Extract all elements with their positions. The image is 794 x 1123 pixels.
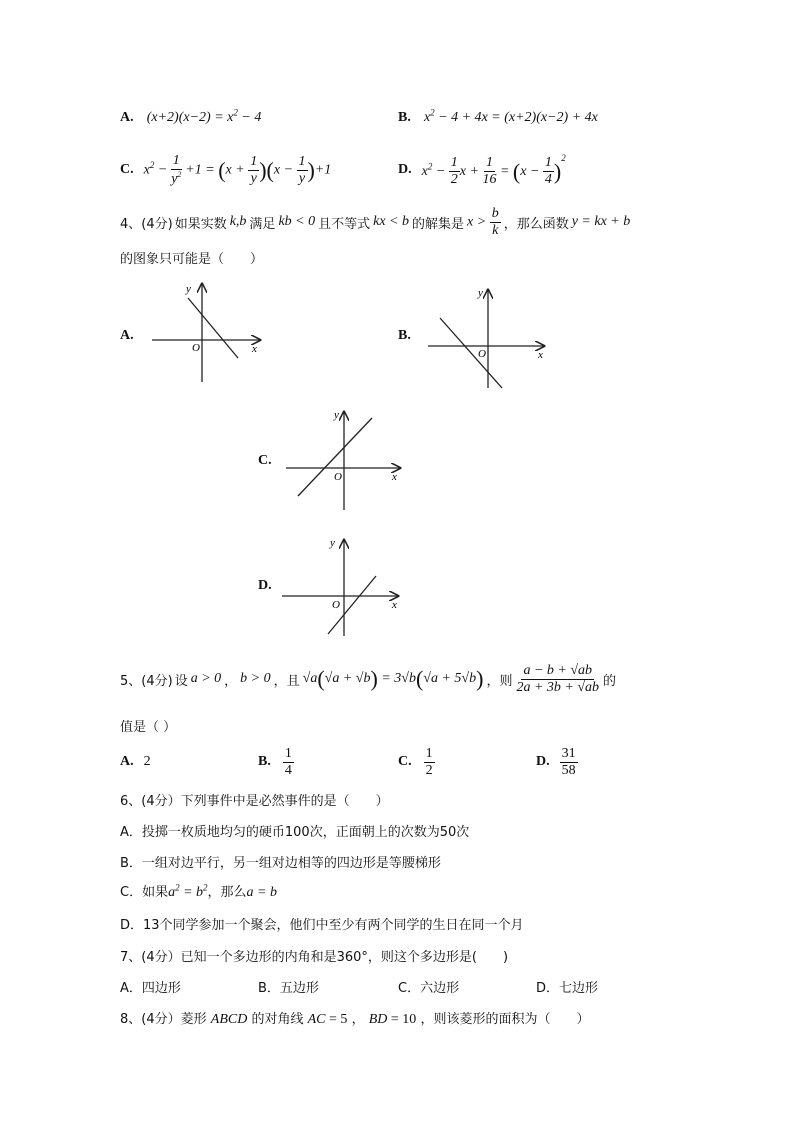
fraction: 1 4 [284, 745, 292, 778]
q4-graph-d[interactable] [280, 534, 404, 640]
origin-label: O [478, 348, 486, 360]
formula: $(x+2)(x-2) = x^2 - 4$ [146, 107, 262, 125]
formula: $x^2$ − $\frac{1}{2}$ x + $\frac{1}{16}$ = (x − $\frac{1}{4}$ )$^2$ [421, 152, 566, 188]
q6-option-a[interactable]: A．投掷一枚质地均匀的硬币100次，正面朝上的次数为50次 [120, 825, 470, 840]
origin-label: O [332, 599, 340, 611]
q3-option-d[interactable] [398, 150, 566, 190]
x-label: x [252, 343, 257, 355]
q6-stem: 6、(4分）下列事件中是必然事件的是（ ） [120, 794, 389, 809]
y-label: y [186, 283, 191, 295]
q5-stem: 5、(4分) 设 a > 0 ， b > 0 ，且 √a(√a + √b) = 3√b(√a + 5√b) ，则 $\frac{a - b + √ab}{2a + 3b + √ab}$ 的 [120, 662, 617, 695]
option-label: A. [120, 110, 134, 125]
q3-option-b[interactable] [398, 106, 598, 126]
q4-option-a-label[interactable]: A. [120, 328, 134, 343]
q4-option-c-label[interactable]: C. [258, 453, 272, 468]
q6-option-d[interactable]: D．13个同学参加一个聚会，他们中至少有两个同学的生日在同一个月 [120, 918, 524, 933]
q4-graph-a[interactable] [148, 278, 268, 388]
q7-option-b[interactable]: B．五边形 [258, 981, 319, 996]
x-label: x [538, 349, 543, 361]
option-label: B. [398, 110, 411, 125]
y-label: y [330, 537, 335, 549]
q4-option-b-label[interactable]: B. [398, 328, 411, 343]
x-label: x [392, 599, 397, 611]
q4-graph-c[interactable] [284, 406, 406, 516]
q7-stem: 7、(4分）已知一个多边形的内角和是360°，则这个多边形是( ) [120, 950, 509, 965]
q5-option-c[interactable]: C. 1 2 [398, 745, 433, 778]
q6-option-c[interactable]: C．如果$a^2 = b^2$，那么a = b [120, 882, 277, 900]
x-label: x [392, 471, 397, 483]
q5-option-a[interactable]: A. 2 [120, 754, 151, 769]
function-line [298, 418, 372, 496]
formula: $x^2 - 4 + 4x = (x+2)(x-2) + 4x$ [423, 107, 598, 125]
fraction: 31 58 [561, 745, 576, 778]
q5-option-b[interactable]: B. 1 4 [258, 745, 292, 778]
q7-option-a[interactable]: A．四边形 [120, 981, 181, 996]
q4-stem: 4、(4分) 如果实数 k,b 满足 kb < 0 且不等式 kx < b 的解集是 x > $\frac{b}{k}$ ，那么函数 y = kx + b [120, 205, 631, 238]
formula: $x^2$ − $\frac{1}{y^2}$ +1 = (x + $\frac{1}{y}$ )(x − $\frac{1}{y}$ )+1 [143, 152, 332, 187]
option-label: C. [120, 162, 134, 177]
q7-option-d[interactable]: D．七边形 [536, 981, 599, 996]
q3-option-c[interactable] [120, 150, 331, 190]
q4-prefix: 4、(4分) [120, 216, 173, 232]
q3-option-a[interactable] [120, 106, 261, 126]
origin-label: O [192, 342, 200, 354]
q6-option-b[interactable]: B．一组对边平行，另一组对边相等的四边形是等腰梯形 [120, 856, 441, 871]
q5-stem-line2: 值是（ ） [120, 720, 177, 735]
fraction: 1 2 [425, 745, 433, 778]
q4-graph-b[interactable] [426, 284, 552, 394]
q4-option-d-label[interactable]: D. [258, 578, 272, 593]
q5-option-d[interactable]: D. 31 58 [536, 745, 576, 778]
function-line [440, 318, 502, 388]
option-label: D. [398, 162, 412, 177]
y-label: y [478, 287, 483, 299]
origin-label: O [334, 471, 342, 483]
q4-stem-line2: 的图象只可能是（ ） [120, 252, 264, 267]
q7-option-c[interactable]: C．六边形 [398, 981, 460, 996]
y-label: y [334, 409, 339, 421]
q8-stem: 8、(4分）菱形 ABCD 的对角线 AC = 5 ， BD = 10 ，则该菱形的面积为（ ） [120, 1012, 590, 1027]
